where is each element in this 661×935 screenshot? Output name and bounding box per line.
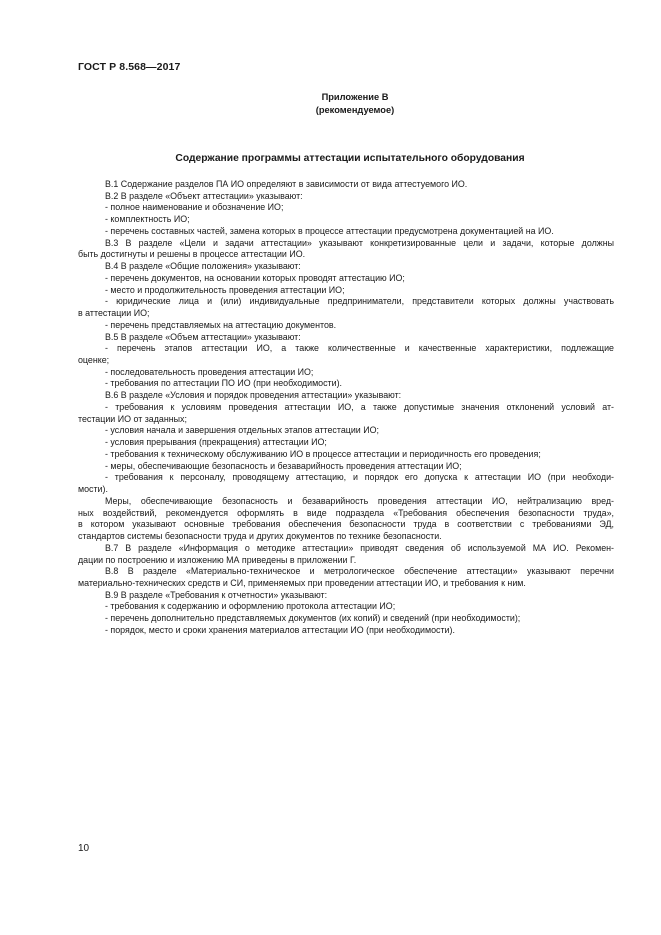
- text-line: - перечень документов, на основании которых проводят аттестацию ИО;: [105, 272, 405, 283]
- text-line: - требования к техническому обслуживанию ИО в процессе аттестации и периодичность его проведения;: [105, 448, 541, 459]
- text-line: - условия начала и завершения отдельных этапов аттестации ИО;: [105, 425, 379, 436]
- text-line: В.2 В разделе «Объект аттестации» указывают:: [105, 190, 303, 201]
- text-line: дации по построению и изложению МА приведены в приложении Г.: [78, 554, 357, 565]
- text-line: в котором указывают основные требования обеспечения безопасности труда в соответствии с требованиями ЭД,: [78, 519, 614, 530]
- text-line: тестации ИО от заданных;: [78, 413, 187, 424]
- text-line: В.3 В разделе «Цели и задачи аттестации» указывают конкретизированные цели и задачи, которые должны: [105, 237, 614, 248]
- page-number: 10: [78, 843, 90, 854]
- text-line: В.9 В разделе «Требования к отчетности» указывают:: [105, 589, 328, 600]
- appendix-title: Приложение В: [321, 92, 389, 102]
- text-line: В.7 В разделе «Информация о методике аттестации» приводят сведения об используемой МА ИО. Рекомен-: [105, 542, 614, 553]
- text-line: - порядок, место и сроки хранения материалов аттестации ИО (при необходимости).: [105, 624, 455, 635]
- text-line: - перечень дополнительно представляемых документов (их копий) и сведений (при необходимости);: [105, 613, 521, 624]
- text-line: - перечень составных частей, замена которых в процессе аттестации предусмотрена документацией на ИО.: [105, 225, 554, 236]
- text-line: - требования к персоналу, проводящему аттестацию, и порядок его допуска к аттестации ИО (при необходи-: [105, 472, 614, 483]
- text-line: В.1 Содержание разделов ПА ИО определяют в зависимости от вида аттестуемого ИО.: [105, 179, 468, 189]
- section-title: Содержание программы аттестации испытательного оборудования: [175, 153, 525, 164]
- appendix-subtitle: (рекомендуемое): [315, 104, 395, 115]
- text-line: оценке;: [78, 355, 110, 366]
- text-line: - место и продолжительность проведения аттестации ИО;: [105, 284, 345, 295]
- document-code: ГОСТ Р 8.568—2017: [78, 61, 181, 73]
- text-line: стандартов системы безопасности труда и других документов по технике безопасности.: [78, 531, 442, 542]
- text-line: В.8 В разделе «Материально-техническое и метрологическое обеспечение аттестации» указывают перечни: [105, 566, 614, 577]
- text-line: В.6 В разделе «Условия и порядок проведения аттестации» указывают:: [105, 390, 402, 401]
- appendix-heading: [215, 91, 495, 116]
- text-line: - последовательность проведения аттестации ИО;: [105, 366, 314, 377]
- text-line: - требования к условиям проведения аттестации ИО, а также допустимые значения отклонений условий ат-: [105, 401, 614, 412]
- text-line: В.5 В разделе «Объем аттестации» указывают:: [105, 331, 301, 342]
- text-line: - юридические лица и (или) индивидуальные предприниматели, представители которых должны участвовать: [105, 296, 614, 307]
- text-line: ных воздействий, рекомендуется оформлять в виде подраздела «Требования обеспечения безопасности труда»,: [78, 507, 614, 518]
- text-line: - перечень представляемых на аттестацию документов.: [105, 319, 337, 330]
- text-line: - требования к содержанию и оформлению протокола аттестации ИО;: [105, 601, 396, 612]
- text-line: - полное наименование и обозначение ИО;: [105, 202, 284, 213]
- text-line: мости).: [78, 484, 108, 495]
- text-line: - условия прерывания (прекращения) аттестации ИО;: [105, 437, 327, 448]
- text-line: - требования по аттестации ПО ИО (при необходимости).: [105, 378, 342, 389]
- text-line: материально-технических средств и СИ, применяемых при проведении аттестации ИО, и требования к ним.: [78, 577, 526, 588]
- text-line: Меры, обеспечивающие безопасность и безаварийность проведения аттестации ИО, нейтрализацию вред-: [105, 495, 614, 506]
- text-line: быть достигнуты и решены в процессе аттестации ИО.: [78, 249, 306, 260]
- text-line: в аттестации ИО;: [78, 308, 150, 319]
- text-line: - комплектность ИО;: [105, 214, 190, 225]
- text-line: - меры, обеспечивающие безопасность и безаварийность проведения аттестации ИО;: [105, 460, 462, 471]
- body-text: [78, 179, 614, 637]
- text-line: В.4 В разделе «Общие положения» указывают:: [105, 261, 301, 272]
- text-line: - перечень этапов аттестации ИО, а также количественные и качественные характеристики, подлежащие: [105, 343, 614, 354]
